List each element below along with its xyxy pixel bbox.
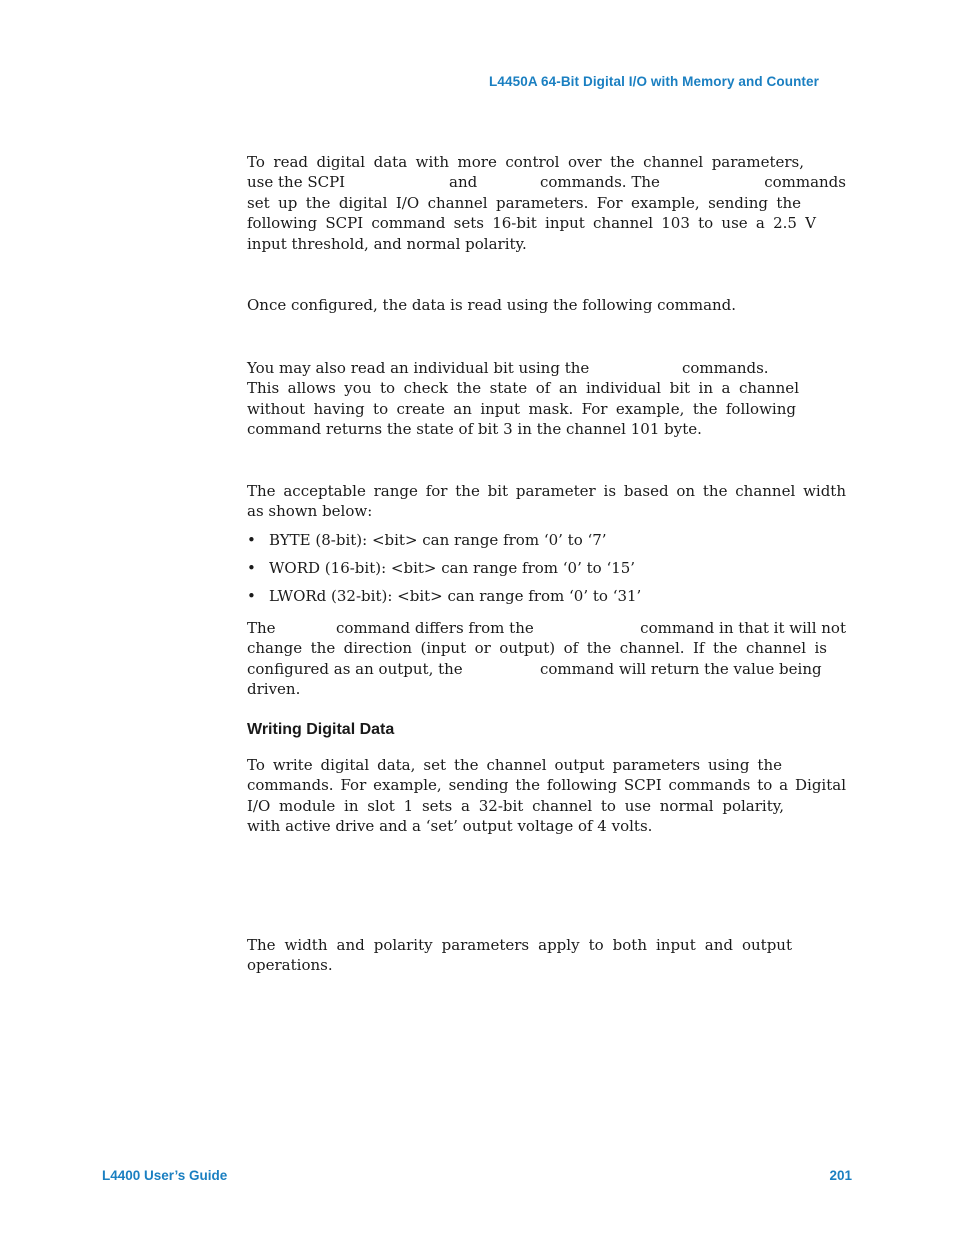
text-line: change the direction (input or output) of the channel. If the channel is [247,639,827,658]
bullet-icon: • [247,531,256,549]
text-line: I/O module in slot 1 sets a 32-bit channel to use normal polarity, [247,796,784,815]
text-fragment: commands [764,173,846,192]
bullet-icon: • [247,587,256,605]
footer-guide-title: L4400 User’s Guide [102,1168,228,1183]
bullet-icon: • [247,559,256,577]
text-fragment: command differs from the [336,619,534,637]
paragraph-write-digital-data [247,755,846,837]
text-line: set up the digital I/O channel parameters. For example, sending the [247,193,801,212]
text-fragment: commands. [682,359,769,377]
text-fragment: and [449,173,478,192]
text-line: Once configured, the data is read using the following command. [247,296,737,314]
running-header: L4450A 64-Bit Digital I/O with Memory and Counter [489,74,819,89]
text-line: driven. [247,680,301,699]
text-line: command returns the state of bit 3 in the channel 101 byte. [247,420,702,439]
text-fragment: commands. The [540,173,660,192]
list-item-text: LWORd (32-bit): <bit> can range from ‘0’ to ‘31’ [269,587,642,605]
text-fragment: configured as an output, the [247,659,463,678]
text-fragment: command will return the value being [540,659,822,678]
text-line [247,618,846,638]
list-item [247,530,607,550]
text-line [247,659,846,679]
page-number: 201 [829,1168,852,1183]
list-item [247,586,641,606]
paragraph-width-polarity [247,935,846,976]
text-fragment: The [247,619,276,637]
section-heading: Writing Digital Data [247,721,395,738]
text-line: To read digital data with more control over the channel parameters, [247,153,804,171]
text-line: input threshold, and normal polarity. [247,234,527,253]
text-line [247,172,846,192]
text-line [247,358,846,378]
text-line: To write digital data, set the channel output parameters using the [247,756,782,774]
text-line: following SCPI command sets 16-bit input channel 103 to use a 2.5 V [247,214,816,233]
paragraph-read-bit [247,358,846,440]
text-line: commands. For example, sending the following SCPI commands to a Digital [247,776,846,795]
text-fragment: You may also read an individual bit using the [247,359,590,377]
text-line: as shown below: [247,502,373,521]
text-line: The width and polarity parameters apply to both input and output [247,936,792,954]
text-fragment: use the SCPI [247,173,346,192]
text-line: operations. [247,956,333,975]
text-line: This allows you to check the state of an individual bit in a channel [247,379,799,398]
paragraph-bit-range [247,481,846,522]
text-line: without having to create an input mask. For example, the following [247,399,796,418]
list-item-text: WORD (16-bit): <bit> can range from ‘0’ to ‘15’ [269,559,636,577]
text-line: with active drive and a ‘set’ output voltage of 4 volts. [247,817,653,836]
paragraph-read-command [247,295,846,315]
paragraph-command-difference [247,618,846,700]
text-line: The acceptable range for the bit parameter is based on the channel width [247,482,846,500]
text-fragment: command in that it will not [640,619,846,637]
paragraph-read-digital-data [247,152,846,254]
list-item [247,558,635,578]
list-item-text: BYTE (8-bit): <bit> can range from ‘0’ to ‘7’ [269,531,607,549]
